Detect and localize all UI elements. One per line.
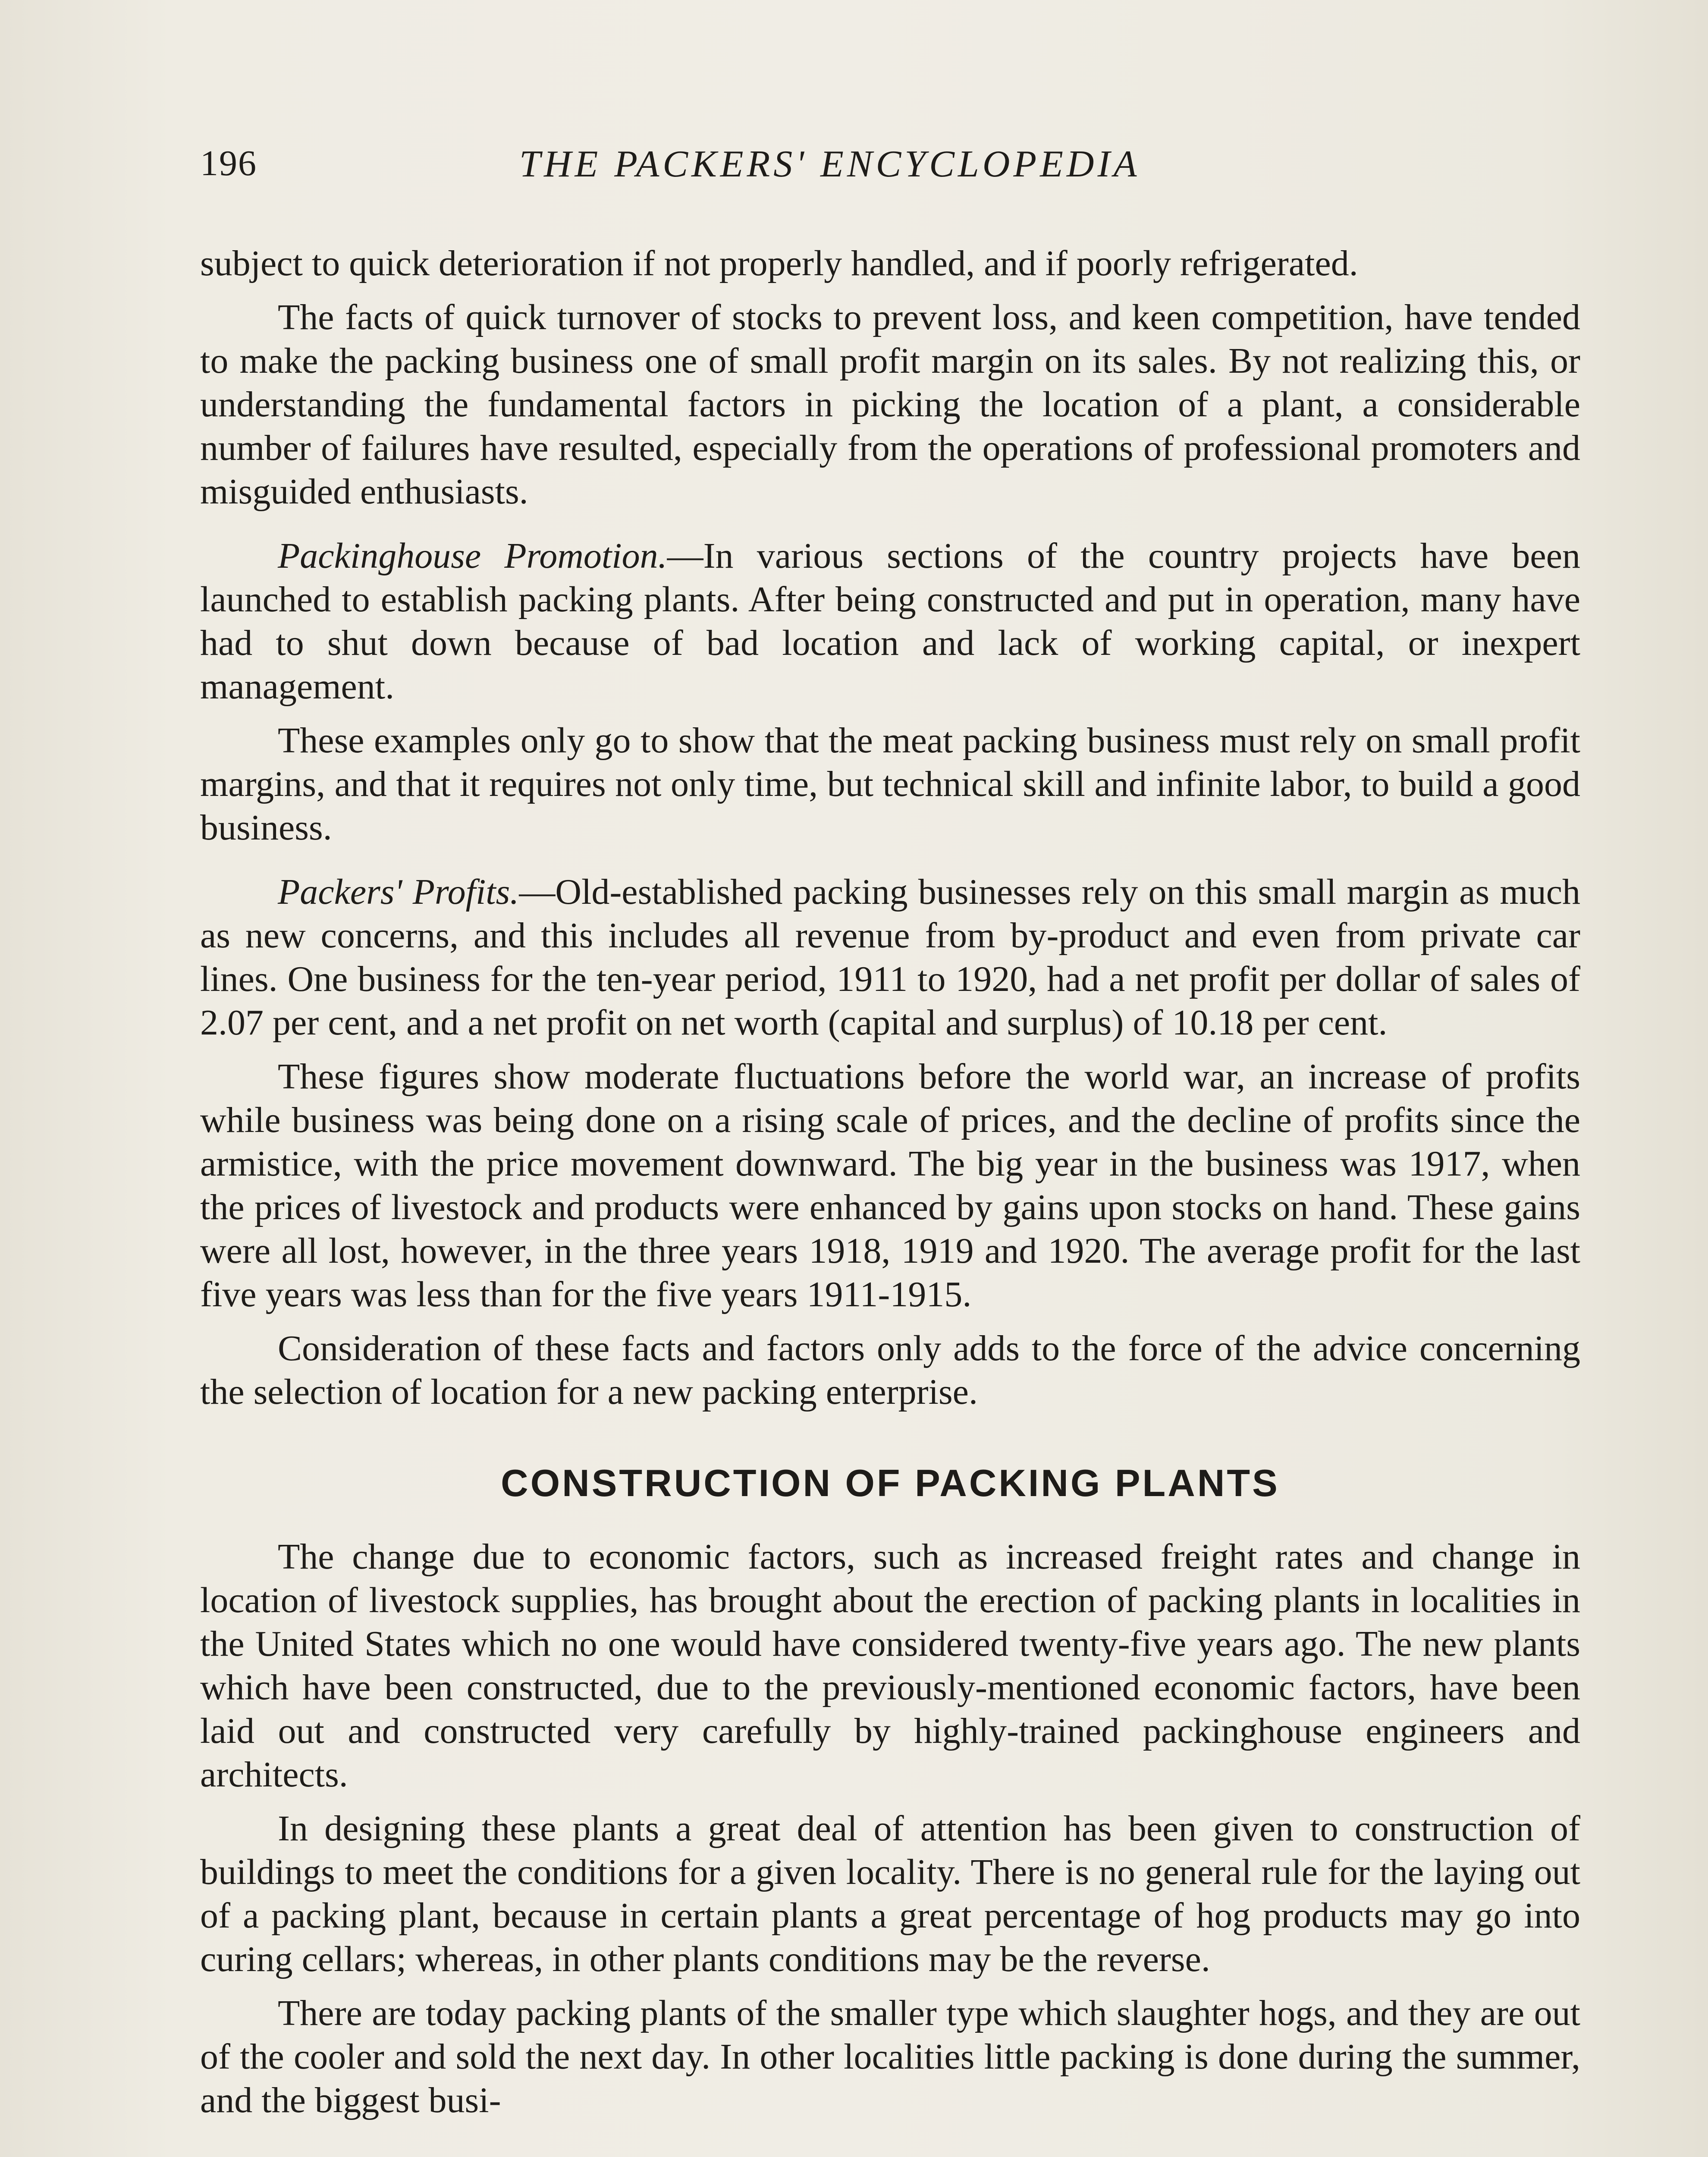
section-heading: CONSTRUCTION OF PACKING PLANTS [501,1462,1280,1504]
paragraph: subject to quick deterioration if not properly handled, and if poorly refrigerated. [200,243,1358,283]
page-header [200,142,1149,198]
paragraph-text: —Old-established packing businesses rely on this small margin as much as new concerns, and this includes all revenue from by-product and even from private car lines. One business for the ten-year period, 1911 to 1920, had a net profit per dollar of sales of 2.07 per cent, and a net profit on net worth (capital and surplus) of 10.18 per cent. [200,872,1581,1043]
page-number: 196 [200,143,257,183]
paragraph: There are today packing plants of the smaller type which slaughter hogs, and they are out of the cooler and sold the next day. In other localities little packing is done during the summer, and the biggest busi- [200,1993,1580,2120]
run-in-heading: Packinghouse Promotion. [278,536,667,576]
paragraph: The change due to economic factors, such as increased freight rates and change in location of livestock supplies, has brought about the erection of packing plants in localities in the United States which no one would have considered twenty-five years ago. The new plants which have been constructed, due to the previously-mentioned economic factors, have been laid out and constructed very carefully by highly-trained packinghouse engineers and architects. [200,1537,1580,1795]
paragraph: These figures show moderate fluctuations before the world war, an increase of profits while business was being done on a rising scale of prices, and the decline of profits since the armistice, with the price movement downward. The big year in the business was 1917, when the prices of livestock and products were enhanced by gains upon stocks on hand. These gains were all lost, however, in the three years 1918, 1919 and 1920. The average profit for the last five years was less than for the five years 1911-1915. [200,1056,1580,1314]
paragraph: Consideration of these facts and factors only adds to the force of the advice concerning the selection of location for a new packing enterprise. [200,1328,1580,1412]
paragraph [200,870,1580,1044]
running-title: THE PACKERS' ENCYCLOPEDIA [519,143,1140,185]
paragraph-text: —In various sections of the country projects have been launched to establish packing plants. After being constructed and put in operation, many have had to shut down because of bad location and lack of working capital, or inexpert management. [200,536,1580,707]
paragraph: These examples only go to show that the meat packing business must rely on small profit margins, and that it requires not only time, but technical skill and infinite labor, to build a good business. [200,720,1580,848]
body-text [200,242,1580,2132]
paragraph: The facts of quick turnover of stocks to prevent loss, and keen competition, have tended to make the packing business one of small profit margin on its sales. By not realizing this, or understanding the fundamental factors in picking the location of a plant, a considerable number of failures have resulted, especially from the operations of professional promoters and misguided enthusiasts. [200,297,1580,512]
paragraph [200,534,1580,708]
run-in-heading: Packers' Profits. [278,872,519,912]
paragraph: In designing these plants a great deal of attention has been given to construction of buildings to meet the conditions for a given locality. There is no general rule for the laying out of a packing plant, because in certain plants a great percentage of hog products may go into curing cellars; whereas, in other plants conditions may be the reverse. [200,1808,1580,1979]
